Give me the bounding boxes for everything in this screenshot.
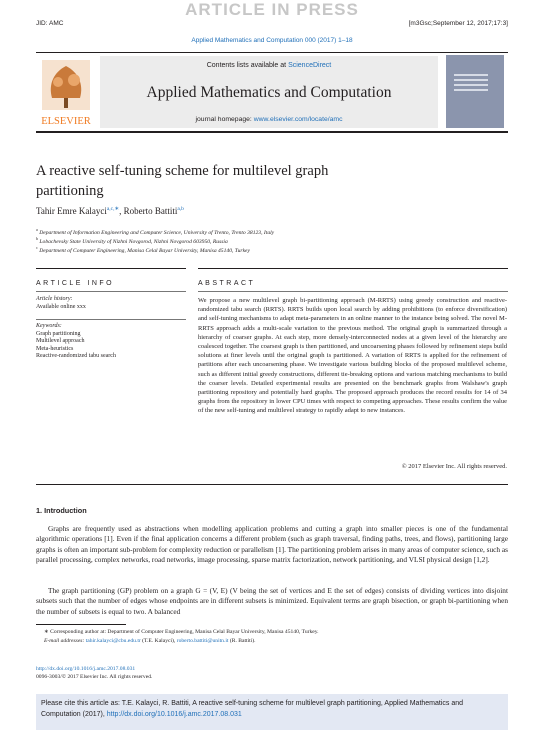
- affiliation-mark: a: [36, 227, 38, 232]
- keyword: Multilevel approach: [36, 338, 85, 344]
- footnote-rule: [36, 624, 126, 625]
- affiliation-mark: b: [36, 236, 38, 241]
- affiliation-c: [36, 244, 250, 255]
- journal-title: Applied Mathematics and Computation: [146, 84, 392, 101]
- email-owner: (T.E. Kalayci),: [142, 638, 176, 644]
- sciencedirect-link[interactable]: ScienceDirect: [288, 62, 332, 69]
- email-link[interactable]: tahir.kalayci@cbu.edu.tr: [85, 638, 141, 644]
- paragraph-text: Graphs are frequently used as abstractions when modelling application problems and cutting a graph into smaller pieces is one of the fundamental algorithmic operations [1]. Even if the final application concerns a different problem (such as graph traversal, finding paths, trees, and flows), partitioning large graphs is often an important sub-problem for complexity reduction or parallelism [1]. The partitioning problem arises in many areas of computer science, such as parallel processing, complex networks, road networks, image processing, sparse matrix factorization, network partitioning, and VLSI physical design [1,2].: [36, 524, 508, 565]
- citation-text: [41, 698, 503, 720]
- citation-doi-link[interactable]: http://dx.doi.org/10.1016/j.amc.2017.08.031: [106, 711, 242, 718]
- abstract-heading: ABSTRACT: [198, 280, 256, 287]
- elsevier-logo: [36, 56, 96, 128]
- section-heading-introduction: 1. Introduction: [36, 506, 87, 515]
- article-info-subrule: [36, 291, 186, 292]
- affiliation-text: Department of Computer Engineering, Manisa Celal Bayar University, Manisa 45140, Turkey: [39, 247, 251, 254]
- copyright-line: © 2017 Elsevier Inc. All rights reserved.: [401, 463, 507, 470]
- journal-homepage: [100, 116, 438, 123]
- article-history: [36, 296, 86, 311]
- journal-cover-thumbnail: [446, 55, 504, 128]
- email-owner: (R. Battiti).: [229, 638, 256, 644]
- keywords-label: Keywords:: [36, 323, 62, 329]
- keyword: Reactive-randomized tabu search: [36, 353, 116, 359]
- article-info-rule: [36, 268, 186, 269]
- article-title: A reactive self-tuning scheme for multilevel graph partitioning: [36, 163, 329, 199]
- masthead-top-rule: [36, 52, 508, 53]
- citation-body: Please cite this article as: T.E. Kalayci, R. Battiti, A reactive self-tuning scheme for multilevel graph partitioning, Applied Mathematics and Computation (2017),: [41, 700, 464, 718]
- history-value: Available online xxx: [36, 303, 86, 310]
- intro-paragraph-2: [36, 586, 508, 617]
- keywords-block: [36, 323, 116, 361]
- contents-prefix: Contents lists available at: [206, 62, 289, 69]
- homepage-prefix: journal homepage:: [195, 116, 254, 123]
- history-label: Article history:: [36, 296, 73, 302]
- keywords-rule: [36, 319, 186, 320]
- doi-link[interactable]: http://dx.doi.org/10.1016/j.amc.2017.08.031: [36, 666, 136, 672]
- affiliation-text: Department of Information Engineering and Computer Science, University of Trento, Trento 38123, Italy: [39, 229, 275, 236]
- author-list: Tahir Emre Kalayci$^{a,c,∗}$, Roberto Battiti$^{a,b}$: [36, 206, 184, 216]
- author-name: Tahir Emre Kalayci: [36, 206, 107, 216]
- intro-paragraph-1: [36, 524, 508, 566]
- issn-line: 0096-3003/© 2017 Elsevier Inc. All rights reserved.: [36, 674, 153, 680]
- abstract-subrule: [198, 291, 508, 292]
- masthead-bottom-rule: [36, 131, 508, 133]
- keyword: Meta-heuristics: [36, 345, 74, 352]
- corresponding-author-note: ∗ Corresponding author at: Department of Computer Engineering, Manisa Celal Bayar University, Manisa 45140, Turkey.: [44, 629, 319, 635]
- abstract-bottom-rule: [36, 484, 508, 485]
- article-info-heading: ARTICLE INFO: [36, 280, 115, 287]
- email-link[interactable]: roberto.battiti@unitn.it: [176, 638, 229, 644]
- abstract-rule: [198, 268, 508, 269]
- affiliation-text: Lobachevsky State University of Nizhni Novgorod, Nizhni Novgorod 603950, Russia: [39, 238, 228, 245]
- affiliation-mark: c: [36, 245, 38, 250]
- article-in-press-banner: ARTICLE IN PRESS: [185, 0, 359, 19]
- homepage-link[interactable]: www.elsevier.com/locate/amc: [253, 116, 343, 123]
- paragraph-text: The graph partitioning (GP) problem on a graph G = (V, E) (V being the set of vertices and E the set of edges) consists of dividing vertices into disjoint subsets such that the number of edges whose endpoints are in different subsets is minimized. Equivalent terms are graph bisection, or graph bi-partitioning when the number of subsets is equal to two. A balanced: [36, 586, 508, 616]
- journal-id: JID: AMC: [36, 20, 64, 27]
- build-stamp: [m3Gsc;September 12, 2017;17:3]: [408, 20, 508, 27]
- email-label: E-mail addresses:: [44, 638, 85, 644]
- journal-citation-line[interactable]: Applied Mathematics and Computation 000 (2017) 1–18: [191, 37, 353, 44]
- keyword: Graph partitioning: [36, 330, 81, 337]
- author-affiliation-marks[interactable]: a,b: [177, 206, 184, 212]
- contents-line: [100, 62, 438, 69]
- elsevier-wordmark: ELSEVIER: [41, 116, 91, 127]
- author-affiliation-marks[interactable]: a,c,∗: [106, 206, 120, 212]
- author-name: Roberto Battiti: [123, 206, 178, 216]
- email-addresses: [44, 637, 256, 645]
- abstract-text: We propose a new multilevel graph bi-partitioning approach (M-RRTS) using greedy construction and reactive-randomized tabu search (RRTS). RRTS builds upon local search by adding prohibitions (to enforce diversification) and self-tuning mechanisms to adapt meta-parameters in an online manner to the instance being solved. The novel M-RRTS approach adds a multi-scale variation to the previous method. The original graph is summarized through a hierarchy of coarser graphs. At each step, more densely-interconnected nodes at a given level of the hierarchy are coalesced together. The coarsest graph is then partitioned, and uncoarsening phases followed by refinement steps build solutions at finer levels until the original graph is partitioned. A variation of RRTS is applied for the refinement of partitions after each uncoarsening phase. We investigate various building blocks of the proposed multilevel scheme, such as different initial greedy constructions, different tie-breaking options and various matching mechanisms to build the coarser levels. Detailed experimental results are presented on the benchmark graphs from Walshaw's graph partitioning repository and potentially hard graphs. The proposed approach produces the record results for 14 of 34 graphs from the repository in lower CPU times with respect to competing approaches. These results confirm the value of the new self-tuning and multilevel strategy to rapidly adapt to new instances.: [198, 297, 507, 415]
